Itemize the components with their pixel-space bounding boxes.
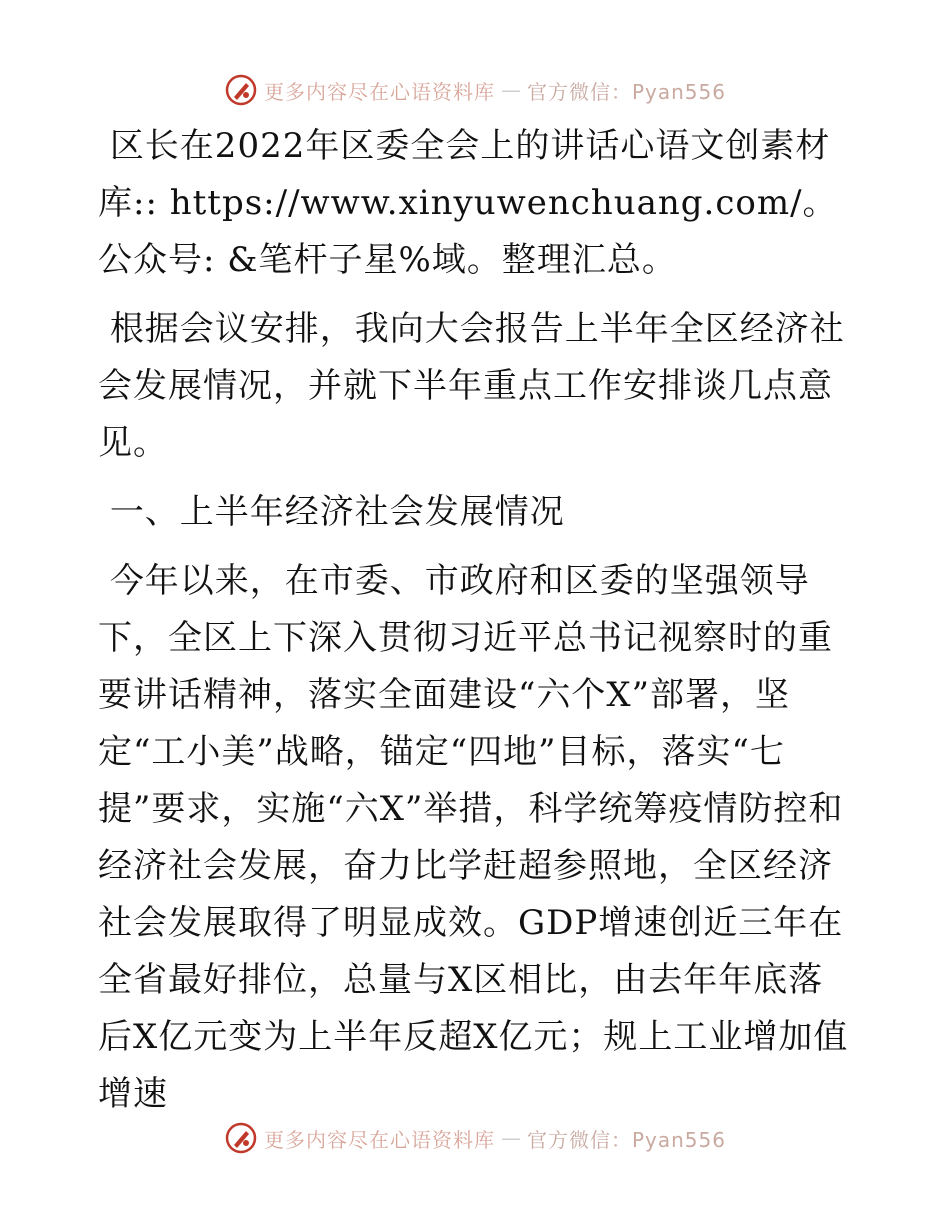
document-body bbox=[98, 118, 858, 1135]
watermark-wechat: 官方微信：Pyan556 bbox=[526, 1127, 726, 1152]
footer-watermark bbox=[0, 1118, 950, 1158]
paragraph-agenda: 根据会议安排，我向大会报告上半年全区经济社会发展情况，并就下半年重点工作安排谈几点意见。 bbox=[98, 309, 845, 463]
section-heading: 一、上半年经济社会发展情况 bbox=[98, 492, 565, 532]
watermark-title: 更多内容尽在心语资料库 bbox=[263, 1127, 495, 1152]
watermark-title: 更多内容尽在心语资料库 bbox=[263, 79, 495, 104]
watermark-wechat: 官方微信：Pyan556 bbox=[526, 79, 726, 104]
paragraph-intro: 区长在2022年区委全会上的讲话心语文创素材库:: https://www.xinyuwenchuang.com/。公众号: &笔杆子星%域。整理汇总。 bbox=[98, 126, 838, 280]
header-watermark bbox=[0, 70, 950, 110]
pen-logo-icon bbox=[224, 1121, 258, 1155]
watermark-separator: — bbox=[500, 1126, 521, 1150]
paragraph-body: 今年以来，在市委、市政府和区委的坚强领导下，全区上下深入贯彻习近平总书记视察时的重要讲话精神，落实全面建设“六个X”部署，坚定“工小美”战略，锚定“四地”目标，落实“七提”要求，实施“六X”举措，科学统筹疫情防控和经济社会发展，奋力比学赶超参照地，全区经济社会发展取得了明显成效。GDP增速创近三年在全省最好排位，总量与X区相比，由去年年底落后X亿元变为上半年反超X亿元；规上工业增加值增速 bbox=[98, 561, 849, 1114]
pen-logo-icon bbox=[224, 73, 258, 107]
watermark-separator: — bbox=[500, 78, 521, 102]
